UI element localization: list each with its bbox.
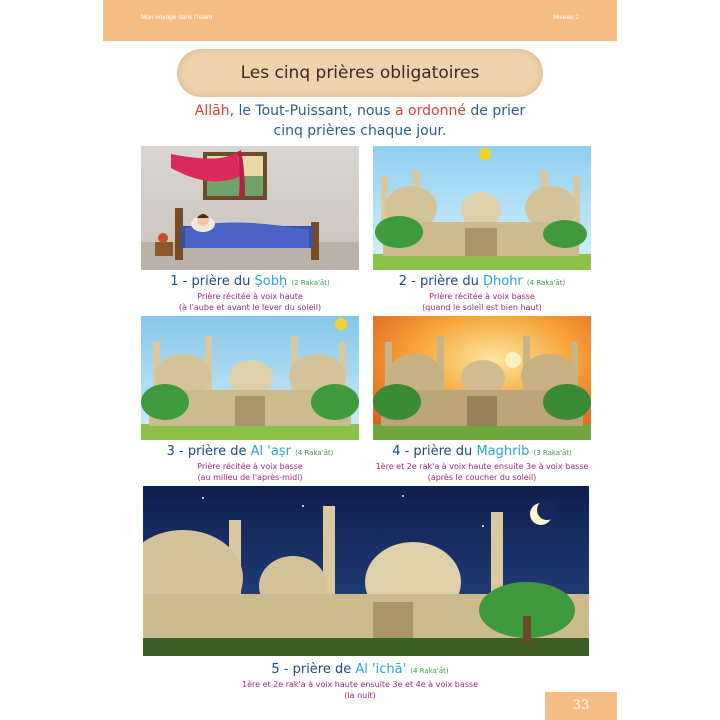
prayer-prefix: 3 - prière de <box>166 444 251 459</box>
prayer-time: (après le coucher du soleil) <box>427 473 537 482</box>
intro-line-1 <box>103 101 617 121</box>
caption-sobh <box>141 274 359 313</box>
book-page <box>103 0 617 720</box>
prayer-time: (au milieu de l'après-midi) <box>197 473 303 482</box>
caption-asr <box>141 444 359 483</box>
intro-line-2: cinq prières chaque jour. <box>273 123 447 139</box>
prayer-note: 1ère et 2e rak'a à voix haute ensuite 3e et 4e à voix basse <box>241 680 478 689</box>
title-banner <box>177 49 543 97</box>
dhohr-illustration <box>373 146 591 270</box>
book-title: Mon voyage dans l'Islam <box>141 14 213 21</box>
mosque-noon-image <box>373 146 591 270</box>
caption-dhohr <box>373 274 591 313</box>
mosque-sunset-image <box>373 316 591 440</box>
prayer-note: 1ère et 2e rak'a à voix haute ensuite 3e à voix basse <box>375 462 589 471</box>
level-label: Niveau 2 <box>553 14 579 21</box>
intro-text-b: de prier <box>465 103 526 119</box>
prayer-time: (quand le soleil est bien haut) <box>422 303 542 312</box>
prayer-title-5 <box>123 662 597 679</box>
caption-maghrib <box>363 444 601 483</box>
prayer-note: Prière récitée à voix basse <box>197 462 303 471</box>
bedroom-scene-image <box>141 146 359 270</box>
prayer-title-1 <box>141 274 359 291</box>
asr-illustration <box>141 316 359 440</box>
rakat-count: (4 Raka'āt) <box>410 667 449 675</box>
page-header <box>103 0 617 41</box>
prayer-time: (la nuit) <box>344 691 376 700</box>
prayer-note: Prière récitée à voix haute <box>197 292 303 301</box>
caption-icha <box>123 662 597 701</box>
prayer-title-4 <box>363 444 601 461</box>
prayer-name: Ḍhohr <box>482 274 523 289</box>
prayer-name: Al 'aṣr <box>250 444 291 459</box>
rakat-count: (2 Raka'āt) <box>291 279 330 287</box>
prayer-time: (à l'aube et avant le lever du soleil) <box>178 303 322 312</box>
prayer-title-2 <box>373 274 591 291</box>
page-number: 33 <box>572 698 590 713</box>
rakat-count: (3 Raka'āt) <box>533 449 572 457</box>
intro-text-a: , le Tout-Puissant, nous <box>229 103 396 119</box>
rakat-count: (4 Raka'āt) <box>526 279 566 287</box>
mosque-afternoon-image <box>141 316 359 440</box>
prayer-note: Prière récitée à voix basse <box>429 292 535 301</box>
prayer-prefix: 4 - prière du <box>392 444 477 459</box>
intro-allah: Allāh <box>194 103 230 119</box>
sobh-illustration <box>141 146 359 270</box>
prayer-name: Ṣobḥ <box>254 274 288 289</box>
maghrib-illustration <box>373 316 591 440</box>
prayer-prefix: 1 - prière du <box>170 274 255 289</box>
prayer-title-3 <box>141 444 359 461</box>
prayer-prefix: 5 - prière de <box>271 662 356 677</box>
prayer-name: Al 'ichā' <box>355 662 407 677</box>
page-title: Les cinq prières obligatoires <box>240 63 480 83</box>
mosque-night-image <box>143 486 589 656</box>
intro-ordered: a ordonné <box>395 103 466 119</box>
icha-illustration <box>143 486 589 656</box>
rakat-count: (4 Raka'āt) <box>295 449 334 457</box>
prayer-name: Maghrib <box>476 444 530 459</box>
page-number-box <box>545 692 617 720</box>
prayer-prefix: 2 - prière du <box>398 274 483 289</box>
